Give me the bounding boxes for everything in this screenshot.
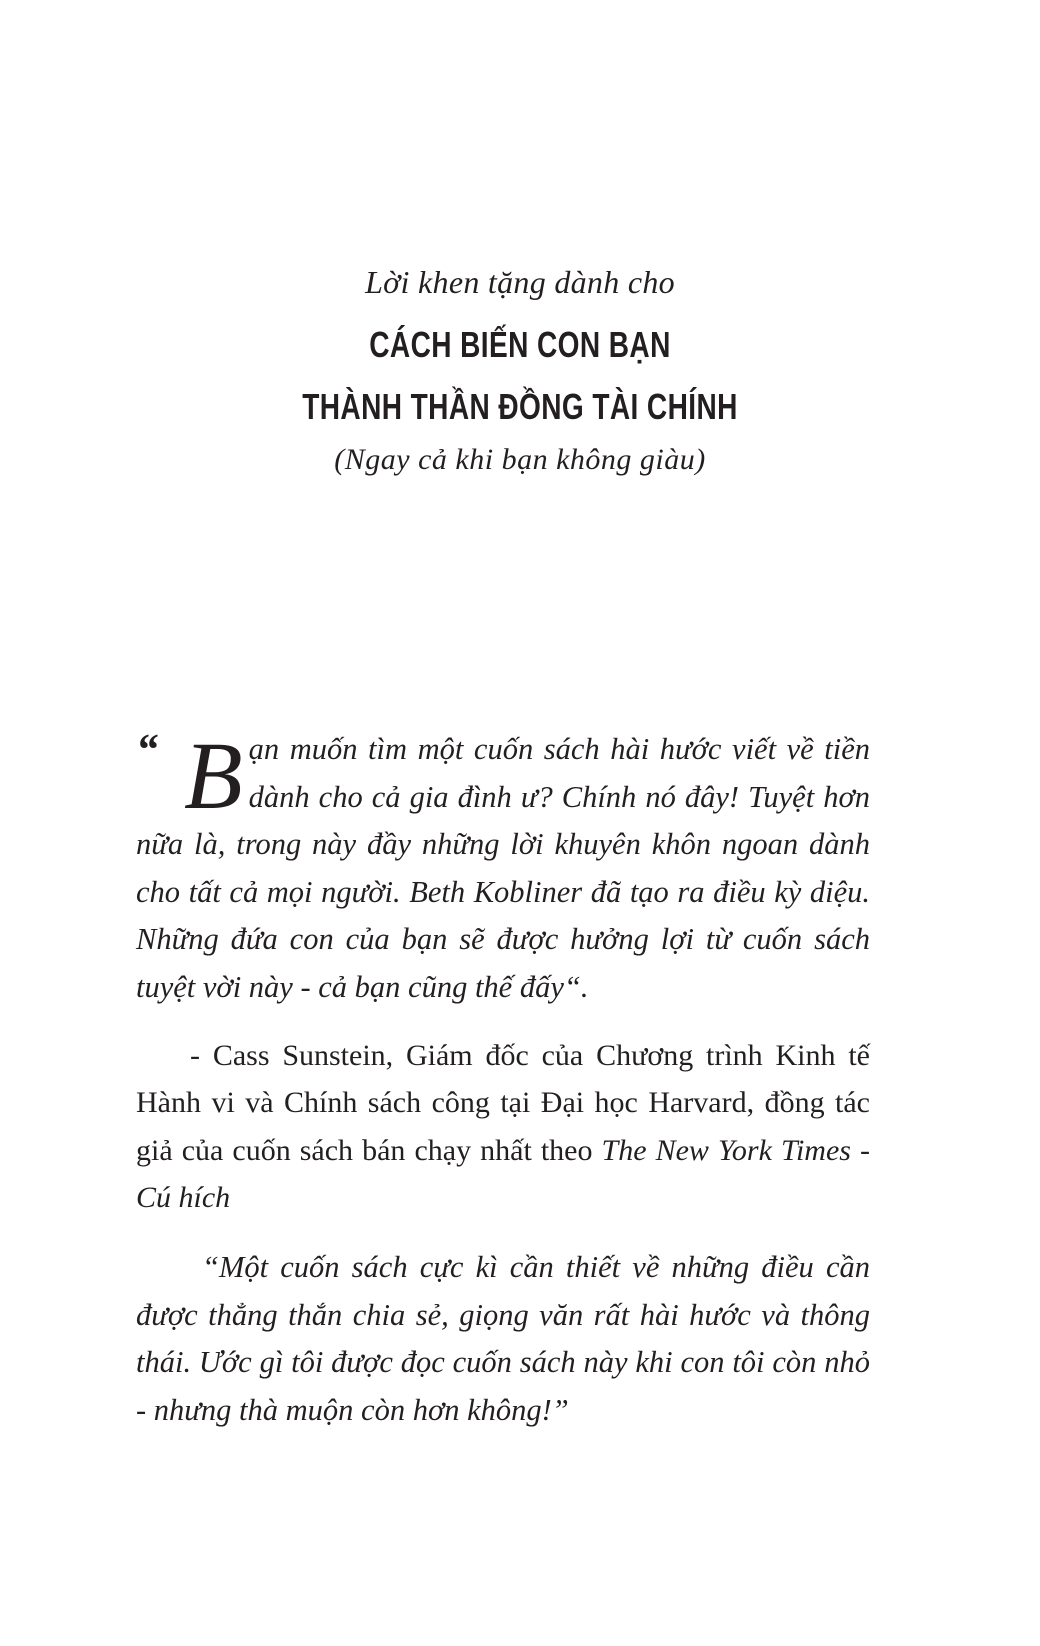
book-subtitle: (Ngay cả khi bạn không giàu) <box>334 443 706 476</box>
drop-cap-letter: B <box>184 722 243 829</box>
book-title-line-1: CÁCH BIẾN CON BẠN <box>369 324 671 365</box>
praise-intro: Lời khen tặng dành cho <box>365 264 675 300</box>
attribution-1-work: The New York Times - Cú hích <box>136 1133 871 1215</box>
opening-quote-mark: “ <box>136 725 158 774</box>
testimonials <box>136 722 871 1434</box>
book-title <box>114 314 925 438</box>
praise-header <box>0 262 1040 480</box>
attribution-1 <box>136 1032 870 1222</box>
book-title-line-2: THÀNH THẦN ĐỒNG TÀI CHÍNH <box>302 386 738 427</box>
quote-1-text: ạn muốn tìm một cuốn sách hài hước viết về tiền dành cho cả gia đình ư? Chính nó đây! Tuyệt hơn nữa là, trong này đầy những lời khuyên khôn ngoan dành cho tất cả mọi người. Beth Kobliner đã tạo ra điều kỳ diệu. Những đứa con của bạn sẽ được hưởng lợi từ cuốn sách tuyệt vời này - cả bạn cũng thế đấy“. <box>136 732 870 1004</box>
attribution-1-text: - Cass Sunstein, Giám đốc của Chương trình Kinh tế Hành vi và Chính sách công tại Đại học Harvard, đồng tác giả của cuốn sách bán chạy nhất theo <box>136 1038 870 1167</box>
testimonial-quote-2: “Một cuốn sách cực kì cần thiết về những điều cần được thẳng thắn chia sẻ, giọng văn rất hài hước và thông thái. Ước gì tôi được đọc cuốn sách này khi con tôi còn nhỏ - nhưng thà muộn còn hơn không!” <box>136 1249 870 1427</box>
testimonial-quote-1 <box>136 722 870 1012</box>
drop-cap-block <box>136 722 243 829</box>
